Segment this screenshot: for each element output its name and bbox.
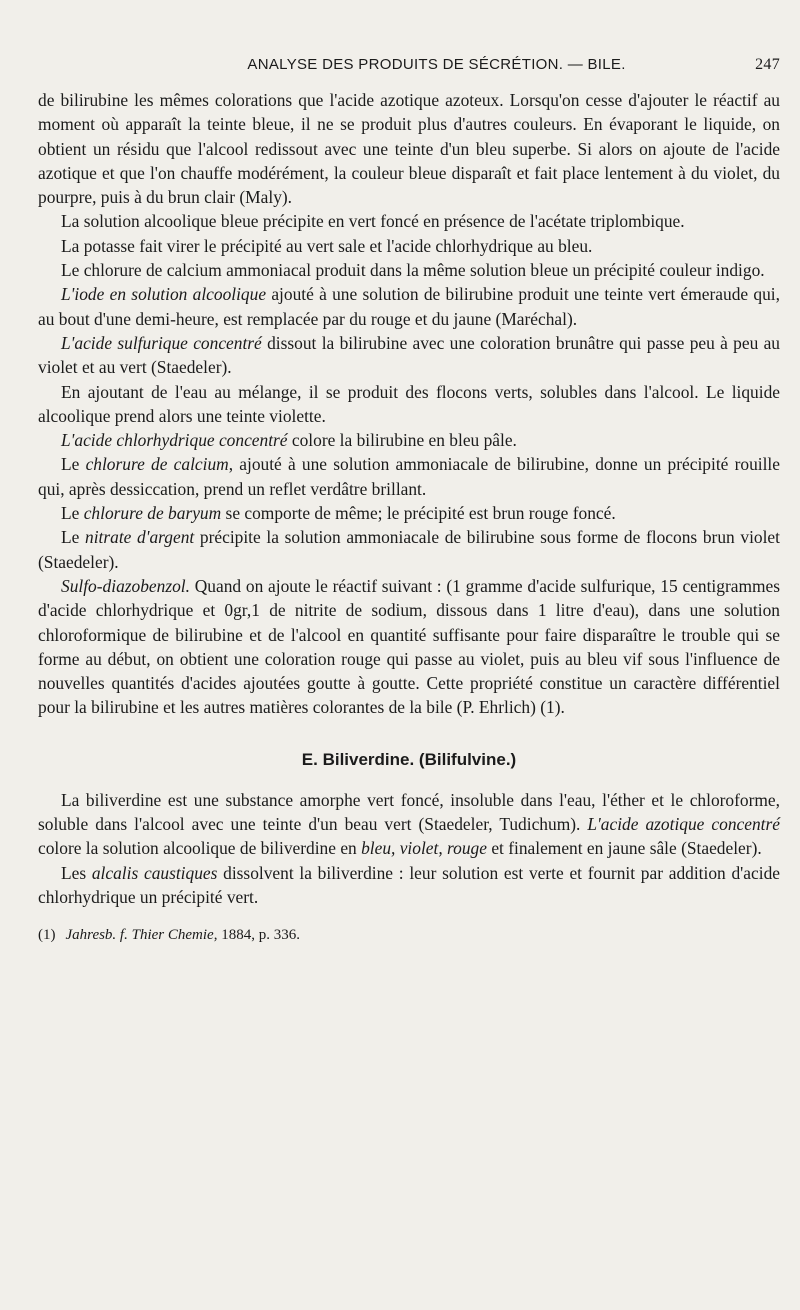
page-number: 247	[755, 56, 780, 73]
section-body-text	[38, 788, 780, 909]
body-text	[38, 88, 780, 720]
paragraph: Sulfo-diazobenzol. Quand on ajoute le réactif suivant : (1 gramme d'acide sulfurique, 15 centigrammes d'acide chlorhydrique et 0gr,1 de nitrite de sodium, dissous dans 1 litre d'eau), dans une solution chloroformique de bilirubine et de l'alcool en quantité suffisante pour faire disparaître le trouble qui se forme au début, on obtient une coloration rouge qui passe au violet, puis au bleu vif sous l'influence de nouvelles quantités d'acides ajoutées goutte à goutte. Cette propriété constitue un caractère différentiel pour la bilirubine et les autres matières colorantes de la bile (P. Ehrlich) (1).	[38, 575, 780, 718]
paragraph: En ajoutant de l'eau au mélange, il se produit des flocons verts, solubles dans l'alcool. Le liquide alcoolique prend alors une teinte violette.	[38, 381, 780, 426]
paragraph: Le chlorure de calcium ammoniacal produit dans la même solution bleue un précipité couleur indigo.	[61, 260, 765, 281]
paragraph: de bilirubine les mêmes colorations que l'acide azotique azoteux. Lorsqu'on cesse d'ajouter le réactif au moment où apparaît la teinte bleue, il ne se produit plus d'autres couleurs. En évaporant le liquide, on obtient un résidu que l'alcool redissout avec une teinte d'un bleu superbe. Si alors on ajoute de l'acide azotique et que l'on chauffe modérément, la couleur bleue disparaît et fait place lentement à du violet, du pourpre, puis à du brun clair (Maly).	[38, 90, 780, 208]
paragraph: L'iode en solution alcoolique ajouté à une solution de bilirubine produit une teinte vert émeraude qui, au bout d'une demi-heure, est remplacée par du rouge et du jaune (Maréchal).	[38, 284, 780, 329]
running-head-title: ANALYSE DES PRODUITS DE SÉCRÉTION. — BILE.	[247, 56, 626, 73]
paragraph: Les alcalis caustiques dissolvent la biliverdine : leur solution est verte et fournit par addition d'acide chlorhydrique un précipité vert.	[38, 862, 780, 907]
paragraph: La solution alcoolique bleue précipite en vert foncé en présence de l'acétate triplombique.	[61, 211, 685, 232]
footnote-number: (1)	[38, 927, 56, 944]
paragraph: Le chlorure de baryum se comporte de même; le précipité est brun rouge foncé.	[61, 503, 616, 524]
footnote	[38, 925, 780, 945]
paragraph: L'acide sulfurique concentré dissout la bilirubine avec une coloration brunâtre qui passe peu à peu au violet et au vert (Staedeler).	[38, 332, 780, 378]
paragraph: La biliverdine est une substance amorphe vert foncé, insoluble dans l'eau, l'éther et le chloroforme, soluble dans l'alcool avec une teinte d'un beau vert (Staedeler, Tudichum). L'acide azotique concentré colore la solution alcoolique de biliverdine en bleu, violet, rouge et finalement en jaune sâle (Staedeler).	[38, 789, 780, 859]
section-heading: E. Biliverdine. (Bilifulvine.)	[301, 749, 517, 769]
paragraph: Le chlorure de calcium, ajouté à une solution ammoniacale de bilirubine, donne un précipité rouille qui, après dessiccation, prend un reflet verdâtre brillant.	[38, 454, 780, 499]
paragraph: L'acide chlorhydrique concentré colore la bilirubine en bleu pâle.	[61, 430, 517, 451]
footnote-details: , 1884, p. 336.	[213, 927, 300, 944]
paragraph: Le nitrate d'argent précipite la solution ammoniacale de bilirubine sous forme de flocons brun violet (Staedeler).	[38, 527, 780, 572]
footnote-source: Jahresb. f. Thier Chemie	[65, 927, 214, 944]
running-head	[38, 56, 780, 74]
paragraph: La potasse fait virer le précipité au vert sale et l'acide chlorhydrique au bleu.	[61, 235, 593, 256]
